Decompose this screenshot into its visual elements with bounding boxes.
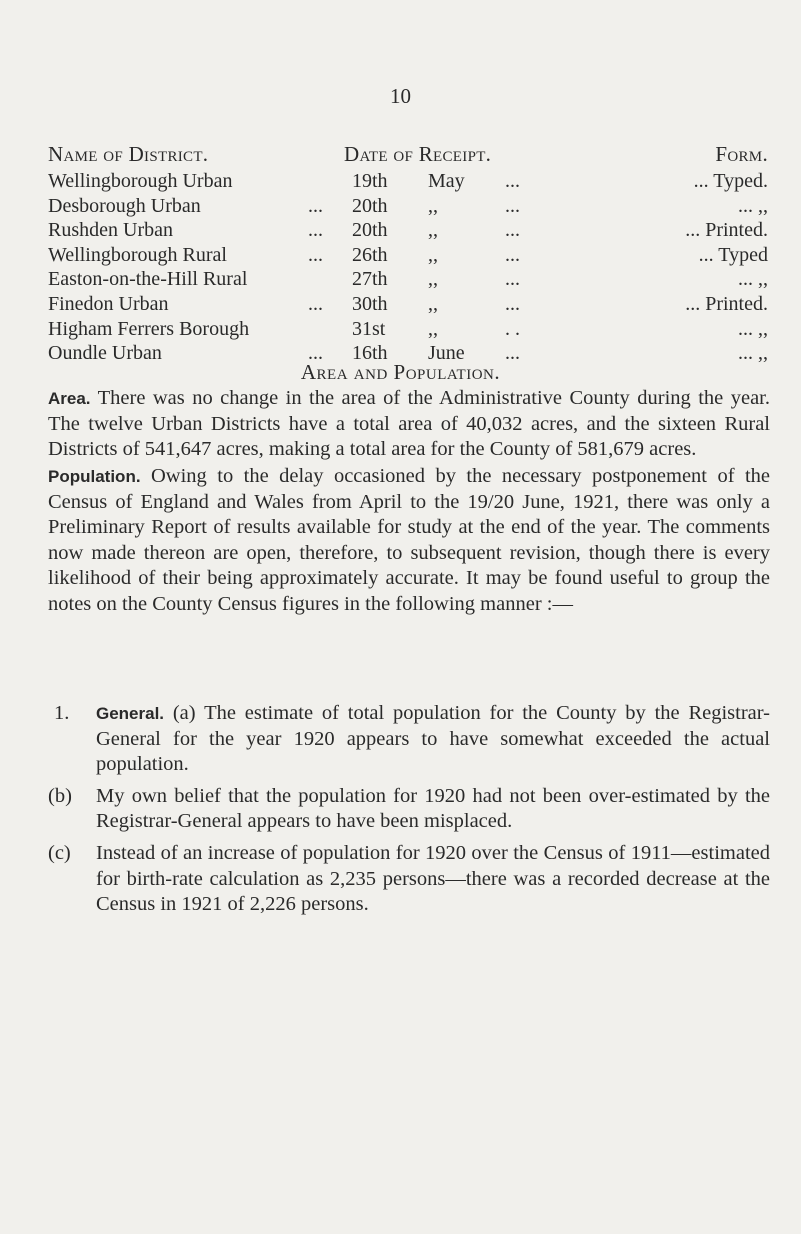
day-cell: 16th [352, 342, 388, 365]
list-item-text: Instead of an increase of population for 1920 over the Census of 1911—estimated for birth-rate calculation as 2,235 persons—there was a recorded decrease at the Census in 1921 of 2,226 persons. [96, 841, 770, 916]
list-item [48, 784, 770, 835]
month-cell: ,, [428, 268, 438, 291]
table-row [48, 219, 768, 244]
district-cell: Oundle Urban ... [48, 342, 323, 365]
dots-cell: ... [505, 268, 520, 291]
table-row [48, 318, 768, 343]
page-number: 10 [390, 84, 411, 108]
dots-cell: ... [505, 292, 520, 315]
month-cell: ,, [428, 292, 438, 315]
day-cell: 20th [352, 194, 388, 217]
list-item [48, 841, 770, 918]
section-heading: Area and Population. [300, 360, 501, 384]
table-header [48, 142, 768, 170]
form-cell: ... ,, [738, 194, 768, 217]
area-text: There was no change in the area of the Administrative County during the year. The twelve Urban Districts have a total area of 40,032 acres, and the sixteen Rural Districts of 541,647 acres, making a total area for the County of 581,679 acres. [48, 387, 770, 461]
month-cell: ,, [428, 194, 438, 217]
district-cell: Wellingborough Rural ... [48, 243, 323, 266]
leader-dots: ... [308, 243, 323, 266]
month-cell: June [428, 342, 465, 365]
list-item-lead: General. [96, 704, 165, 723]
list-item-text: The estimate of total population for the County by the Registrar-General for the year 1920 appears to have somewhat exceeded the actual population. [96, 702, 770, 776]
month-cell: May [428, 170, 465, 192]
list-item-label: (b) [48, 784, 72, 807]
table-row [48, 293, 768, 318]
district-cell: Easton-on-the-Hill Rural [48, 268, 248, 291]
day-cell: 20th [352, 219, 388, 242]
dots-cell: ... [505, 219, 520, 242]
month-cell: ,, [428, 243, 438, 266]
month-cell: ,, [428, 317, 438, 340]
form-cell: ... Typed [698, 243, 768, 266]
header-form: Form. [715, 142, 768, 166]
district-cell: Higham Ferrers Borough [48, 317, 250, 340]
day-cell: 27th [352, 268, 388, 291]
form-cell: ... Printed. [685, 219, 768, 242]
day-cell: 30th [352, 292, 388, 315]
list-item-text: My own belief that the population for 1920 had not been over-estimated by the Registrar-General appears to have been misplaced. [96, 784, 770, 833]
district-cell: Desborough Urban ... [48, 194, 323, 217]
table-body [48, 170, 768, 367]
table-row [48, 268, 768, 293]
population-lead: Population. [48, 467, 141, 486]
dots-cell: ... [505, 243, 520, 266]
dots-cell: . . [505, 317, 520, 340]
list-item-label: (c) [48, 841, 71, 864]
header-date: Date of Receipt. [344, 142, 492, 166]
form-cell: ... Typed. [693, 170, 768, 192]
day-cell: 26th [352, 243, 388, 266]
table-row [48, 244, 768, 269]
day-cell: 31st [352, 317, 386, 340]
leader-dots: ... [308, 194, 323, 217]
notes-list [48, 701, 770, 924]
form-cell: ... ,, [738, 268, 768, 291]
receipt-table [48, 142, 768, 367]
population-paragraph [48, 464, 770, 618]
form-cell: ... ,, [738, 317, 768, 340]
district-cell: Rushden Urban ... [48, 219, 323, 242]
dots-cell: ... [505, 194, 520, 217]
list-item-sub: (a) [172, 702, 196, 724]
dots-cell: ... [505, 170, 520, 192]
form-cell: ... ,, [738, 342, 768, 365]
dots-cell: ... [505, 342, 520, 365]
month-cell: ,, [428, 219, 438, 242]
header-district: Name of District. [48, 142, 209, 166]
list-item [48, 701, 770, 778]
district-cell: Wellingborough Urban [48, 170, 233, 192]
table-row [48, 195, 768, 220]
day-cell: 19th [352, 170, 388, 192]
list-item-label: 1. [54, 702, 70, 724]
district-cell: Finedon Urban ... [48, 292, 323, 315]
leader-dots: ... [308, 292, 323, 315]
population-text: Owing to the delay occasioned by the necessary postponement of the Census of England and Wales from April to the 19/20 June, 1921, there was only a Preliminary Report of results available for study at the end of the year. The comments now made thereon are open, therefore, to subsequent revision, though there is every likelihood of their being approximately accurate. It may be found useful to group the notes on the County Census figures in the following manner :— [48, 465, 771, 615]
leader-dots: ... [308, 219, 323, 242]
table-row [48, 170, 768, 195]
leader-dots: ... [308, 342, 323, 365]
area-lead: Area. [48, 389, 91, 408]
area-paragraph [48, 386, 770, 463]
form-cell: ... Printed. [685, 292, 768, 315]
